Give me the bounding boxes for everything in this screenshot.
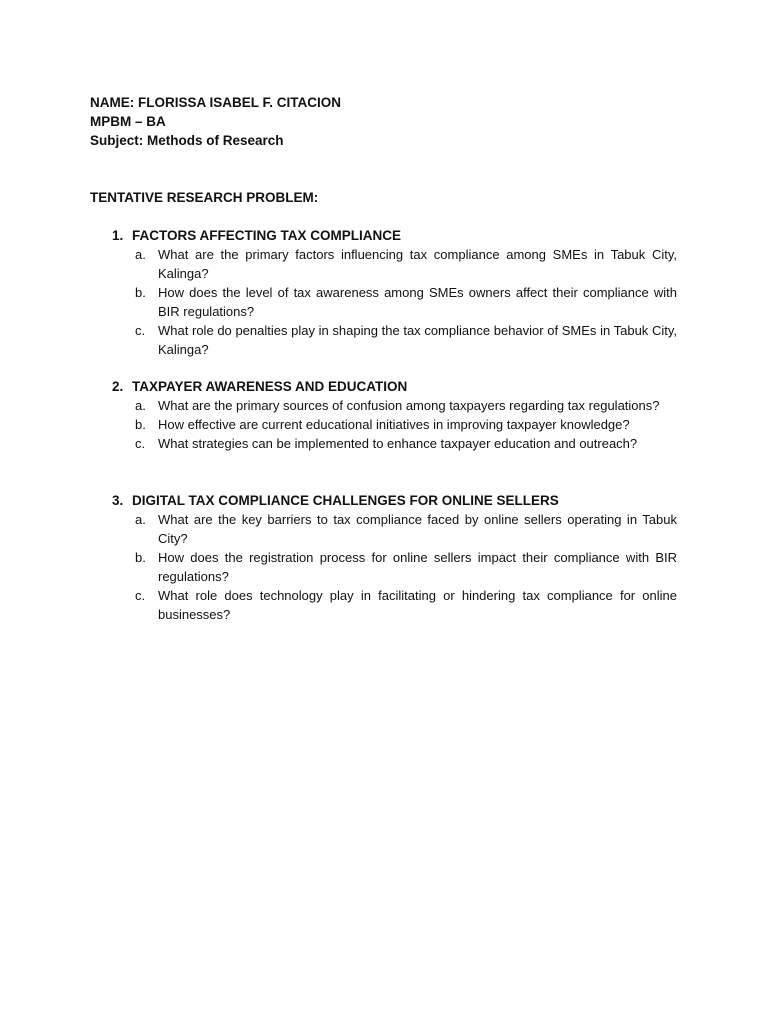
section-taxpayer-awareness — [112, 377, 677, 453]
item-letter: a. — [135, 512, 146, 527]
section-title — [112, 377, 677, 396]
subject-line: Subject: Methods of Research — [90, 133, 284, 148]
list-item — [112, 586, 677, 624]
list-item — [112, 434, 677, 453]
list-item — [112, 321, 677, 359]
item-letter: c. — [135, 323, 146, 338]
section-heading: FACTORS AFFECTING TAX COMPLIANCE — [132, 228, 401, 243]
item-text: What role do penalties play in shaping the tax compliance behavior of SMEs in Tabuk City, Kalinga? — [158, 323, 677, 357]
item-text: How effective are current educational initiatives in improving taxpayer knowledge? — [158, 417, 630, 432]
list-item — [112, 245, 677, 283]
item-text: What are the primary sources of confusion among taxpayers regarding tax regulations? — [158, 398, 660, 413]
item-letter: c. — [135, 588, 146, 603]
section-title — [112, 491, 677, 510]
item-letter: b. — [135, 550, 146, 565]
list-item — [112, 396, 677, 415]
section-number: 3. — [112, 493, 124, 508]
section-heading: TAXPAYER AWARENESS AND EDUCATION — [132, 379, 408, 394]
item-letter: a. — [135, 247, 146, 262]
item-text: How does the level of tax awareness among SMEs owners affect their compliance with BIR regulations? — [158, 285, 677, 319]
item-letter: b. — [135, 285, 146, 300]
item-letter: b. — [135, 417, 146, 432]
item-text: How does the registration process for online sellers impact their compliance with BIR regulations? — [158, 550, 677, 584]
student-name: NAME: FLORISSA ISABEL F. CITACION — [90, 95, 342, 110]
section-tax-compliance-factors — [112, 226, 677, 359]
item-text: What are the primary factors influencing tax compliance among SMEs in Tabuk City, Kalinga? — [158, 247, 677, 281]
item-text: What role does technology play in facilitating or hindering tax compliance for online businesses? — [158, 588, 677, 622]
section-title — [112, 226, 677, 245]
section-digital-tax-compliance — [112, 491, 677, 624]
list-item — [112, 510, 677, 548]
item-text: What strategies can be implemented to enhance taxpayer education and outreach? — [158, 436, 638, 451]
section-heading: DIGITAL TAX COMPLIANCE CHALLENGES FOR ONLINE SELLERS — [132, 493, 559, 508]
section-number: 1. — [112, 228, 124, 243]
list-item — [112, 548, 677, 586]
document-header — [90, 93, 690, 150]
research-problem-heading: TENTATIVE RESEARCH PROBLEM: — [90, 190, 319, 205]
list-item — [112, 415, 677, 434]
item-text: What are the key barriers to tax compliance faced by online sellers operating in Tabuk City? — [158, 512, 677, 546]
section-number: 2. — [112, 379, 124, 394]
item-letter: a. — [135, 398, 146, 413]
item-letter: c. — [135, 436, 146, 451]
list-item — [112, 283, 677, 321]
program-name: MPBM – BA — [90, 114, 166, 129]
